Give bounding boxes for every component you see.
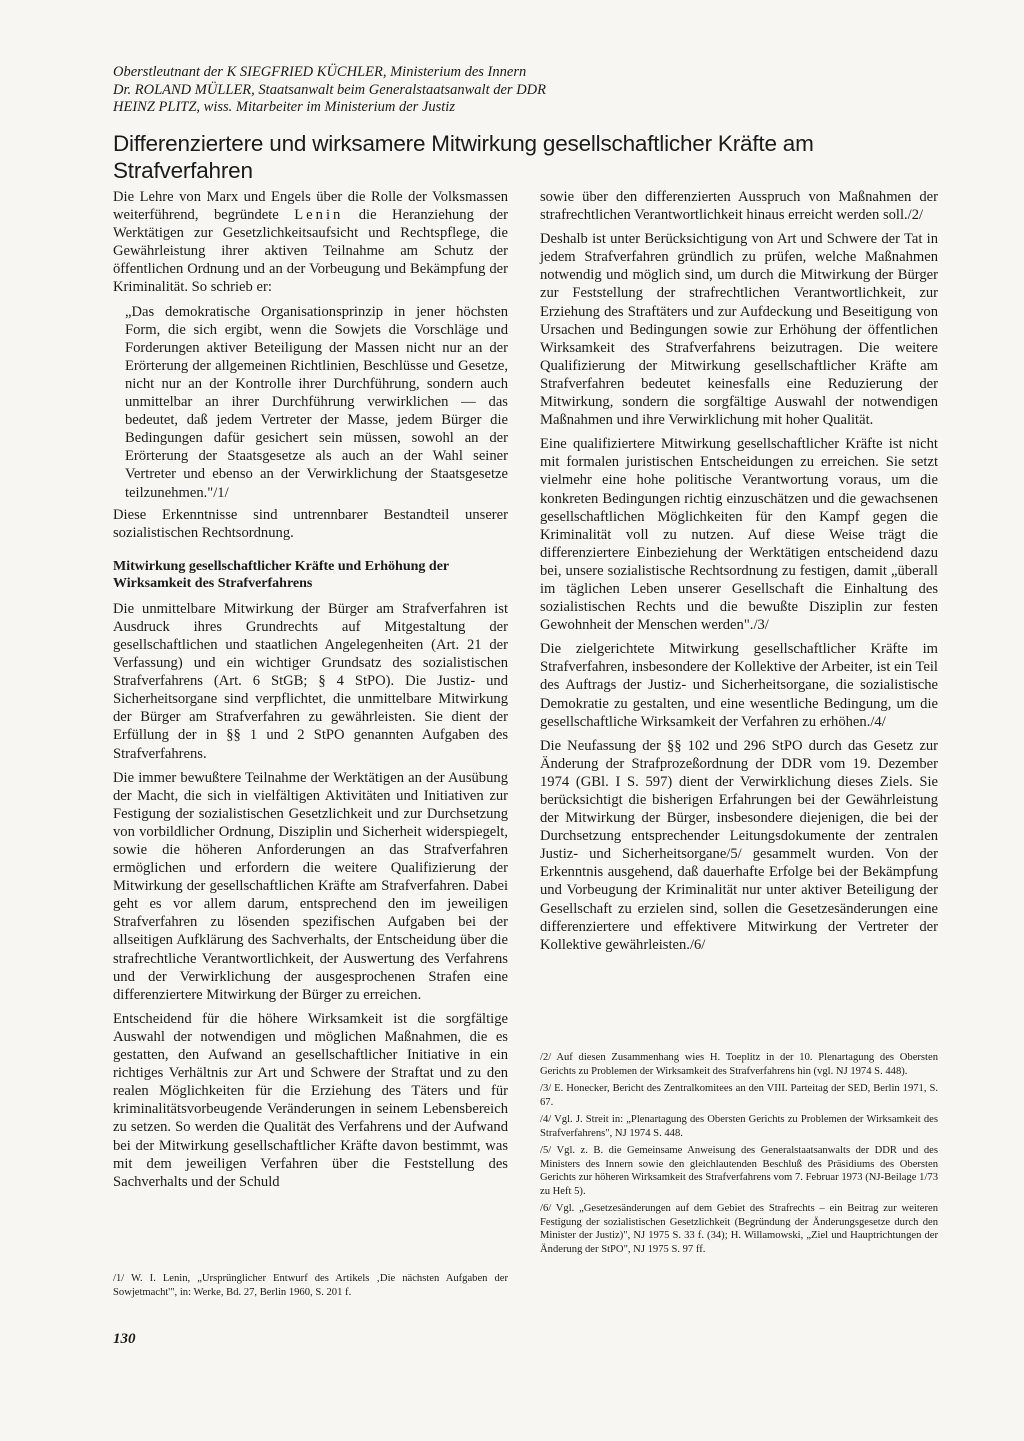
footnote: /5/ Vgl. z. B. die Gemeinsame Anweisung des Generalstaatsanwalts der DDR und des Ministers des Innern sowie den gleichlautenden Beschluß des Präsidiums des Obersten Gerichts zur höheren Wirksamkeit des Strafverfahrens vom 7. Februar 1973 (NJ-Beilage 1/73 zu Heft 5). (540, 1145, 938, 1197)
footnote: /6/ Vgl. „Gesetzesänderungen auf dem Gebiet des Strafrechts – ein Beitrag zur weiteren Festigung der sozialistischen Gesetzlichkeit (Begründung der Änderungsgesetze durch den Minister der Justiz)", NJ 1975 S. 33 f. (34); H. Willamowski, „Ziel und Hauptrichtungen der Änderung der StPO", NJ 1975 S. 97 ff. (540, 1203, 938, 1255)
footnote: /1/ W. I. Lenin, „Ursprünglicher Entwurf des Artikels ‚Die nächsten Aufgaben der Sowjetmacht'", in: Werke, Bd. 27, Berlin 1960, S. 201 f. (113, 1273, 508, 1298)
footnote: /3/ E. Honecker, Bericht des Zentralkomitees an den VIII. Parteitag der SED, Berlin 1971, S. 67. (540, 1083, 938, 1108)
author-line: Oberstleutnant der K SIEGFRIED KÜCHLER, Ministerium des Innern (113, 64, 527, 80)
footnote: /2/ Auf diesen Zusammenhang wies H. Toeplitz in der 10. Plenartagung des Obersten Gerichts zu Problemen der Wirksamkeit des Strafverfahrens hin (vgl. NJ 1974 S. 448). (540, 1052, 938, 1077)
block-quote: „Das demokratische Organisationsprinzip in jener höchsten Form, die sich ergibt, wenn die Sowjets die Vorschläge und Forderungen aktiver Beteiligung der Massen nicht nur an der Erörterung der allgemeinen Richtlinien, Beschlüsse und Gesetze, nicht nur an der Kontrolle ihrer Durchführung, sondern auch unmittelbar an ihrer Durchführung verwirklichen — das bedeutet, daß jedem Vertreter der Masse, jedem Bürger die Bedingungen dafür gesichert sein müssen, sowohl an der Erörterung der Staatsgesetze als auch an der Wahl seiner Vertreter und ebenso an der Verwirklichung der Staatsgesetze teilzunehmen."/1/ (125, 303, 508, 501)
paragraph: Die Neufassung der §§ 102 und 296 StPO durch das Gesetz zur Änderung der Strafprozeßordnung der DDR vom 19. Dezember 1974 (GBl. I S. 597) dient der Verwirklichung dieses Ziels. Sie berücksichtigt die bisherigen Erfahrungen bei der Gewährleistung der Mitwirkung der Bürger, insbesondere diejenigen, die bei der Durchsetzung entsprechender Leitungsdokumente der zentralen Justiz- und Sicherheitsorgane/5/ gesammelt wurden. Von der Erkenntnis ausgehend, daß dauerhafte Erfolge bei der Bekämpfung und Vorbeugung der Kriminalität nur unter aktiver Beteiligung der Gesellschaft zu erzielen sind, sollen die Gesetzesänderungen eine differenziertere und effektivere Mitwirkung der Vertreter der Kollektive gewährleisten./6/ (540, 737, 938, 953)
right-column (540, 188, 938, 960)
paragraph: Die zielgerichtete Mitwirkung gesellschaftlicher Kräfte im Strafverfahren, insbesondere der Kollektive der Arbeiter, ist ein Teil des Auftrags der Justiz- und Sicherheitsorgane, die sozialistische Demokratie zu gestalten, und eine wesentliche Bedingung, um die gesellschaftliche Wirksamkeit der Verfahren zu erhöhen./4/ (540, 641, 938, 730)
paragraph: Deshalb ist unter Berücksichtigung von Art und Schwere der Tat in jedem Strafverfahren gründlich zu prüfen, welche Maßnahmen notwendig und möglich sind, um durch die Mitwirkung der Bürger zur Feststellung der strafrechtlichen Verantwortlichkeit, zur Erziehung des Straftäters und zur Aufdeckung und Beseitigung von Ursachen und Bedingungen sowie zur Erhöhung der öffentlichen Wirksamkeit des Strafverfahrens beizutragen. Die weitere Qualifizierung der Mitwirkung gesellschaftlicher Kräfte am Strafverfahren bedeutet keinesfalls eine Reduzierung der Mitwirkung, sondern die sorgfältige Auswahl der notwendigen Maßnahmen und ihre Verwirklichung mit hoher Qualität. (540, 231, 938, 429)
section-heading: Mitwirkung gesellschaftlicher Kräfte und Erhöhung der Wirksamkeit des Strafverfahrens (113, 558, 449, 591)
paragraph-text: die Heranziehung der Werktätigen zur Gesetzlichkeitsaufsicht und Rechtspflege, die Gewährleistung ihrer aktiven Teilnahme am Schutz der öffentlichen Ordnung und an der Vorbeugung und Bekämpfung der Kriminalität. So schrieb er: (113, 207, 508, 296)
page-number: 130 (113, 1331, 136, 1347)
author-line: Dr. ROLAND MÜLLER, Staatsanwalt beim Generalstaatsanwalt der DDR (113, 81, 546, 98)
paragraph: Entscheidend für die höhere Wirksamkeit ist die sorgfältige Auswahl der notwendigen und möglichen Maßnahmen, die es gestatten, den Aufwand an gesellschaftlicher Initiative in ein richtiges Verhältnis zur Art und Schwere der Straftat und zu den realen Möglichkeiten für die Erziehung des Täters und für kriminalitätsvorbeugende Veränderungen in seinem Lebensbereich zu setzen. So werden die Qualität des Verfahrens und der Aufwand bei der Mitwirkung gesellschaftlicher Kräfte davon bestimmt, was mit dem jeweiligen Verfahren über die Feststellung des Sachverhalts und der Schuld (113, 1010, 508, 1190)
paragraph-text: Die Lehre von Marx und Engels über die Rolle der Volksmassen weiterführend, begründete (113, 189, 508, 224)
paragraph: Die unmittelbare Mitwirkung der Bürger am Strafverfahren ist Ausdruck ihres Grundrechts auf Mitgestaltung der gesellschaftlichen und staatlichen Angelegenheiten (Art. 21 der Verfassung) und ein wichtiger Grundsatz des sozialistischen Strafverfahrens (Art. 6 StGB; § 4 StPO). Die Justiz- und Sicherheitsorgane sind verpflichtet, die unmittelbare Mitwirkung der Bürger am Strafverfahren zu gewährleisten. Sie dient der Erfüllung der in §§ 1 und 2 StPO genannten Aufgaben des Strafverfahrens. (113, 600, 508, 762)
author-list (113, 64, 673, 117)
footnote: /4/ Vgl. J. Streit in: „Plenartagung des Obersten Gerichts zu Problemen der Wirksamkeit des Strafverfahrens", NJ 1974 S. 448. (540, 1114, 938, 1139)
article-title: Differenziertere und wirksamere Mitwirkung gesellschaftlicher Kräfte am Strafverfahren (113, 131, 814, 183)
paragraph: Die immer bewußtere Teilnahme der Werktätigen an der Ausübung der Macht, die sich in vielfältigen Aktivitäten und Initiativen zur Festigung der sozialistischen Gesetzlichkeit und zur Durchsetzung von vorbildlicher Ordnung, Disziplin und Sicherheit widerspiegelt, sowie die höheren Anforderungen an das Strafverfahren ermöglichen und erfordern die weitere Qualifizierung der Mitwirkung der gesellschaftlichen Kräfte am Strafverfahren. Dabei geht es vor allem darum, entsprechend den im jeweiligen Strafverfahren zu lösenden spezifischen Aufgaben bei der allseitigen Aufklärung des Sachverhalts, der Entscheidung über die strafrechtliche Verantwortlichkeit, der Auswertung des Verfahrens und der Verwirklichung der ausgesprochenen Strafen eine differenziertere Mitwirkung der Bürger zu erreichen. (113, 769, 508, 1003)
paragraph: Eine qualifiziertere Mitwirkung gesellschaftlicher Kräfte ist nicht mit formalen juristischen Entscheidungen zu erreichen. Sie setzt vielmehr eine hohe politische Verantwortung voraus, um die konkreten Bedingungen richtig einzuschätzen und die gewachsenen gesellschaftlichen Möglichkeiten für den Kampf gegen die Kriminalität voll zu nutzen. Auf diese Weise trägt die differenziertere Einbeziehung der Werktätigen entscheidend dazu bei, unsere sozialistische Rechtsordnung zu festigen, damit „überall im täglichen Leben unserer Gesellschaft die Einhaltung des sozialistischen Rechts und die bewußte Disziplin zur festen Gewohnheit der Menschen werden"./3/ (540, 436, 938, 634)
footnotes-right (540, 1051, 938, 1260)
footnotes-left (113, 1272, 508, 1303)
paragraph: sowie über den differenzierten Ausspruch von Maßnahmen der strafrechtlichen Verantwortlichkeit hinaus erreicht werden soll./2/ (540, 189, 938, 224)
paragraph: Diese Erkenntnisse sind untrennbarer Bestandteil unserer sozialistischen Rechtsordnung. (113, 506, 508, 541)
emphasized-name: Lenin (294, 207, 344, 224)
author-line: HEINZ PLITZ, wiss. Mitarbeiter im Ministerium der Justiz (113, 99, 455, 115)
paragraph (113, 188, 508, 297)
left-column (113, 188, 508, 1197)
